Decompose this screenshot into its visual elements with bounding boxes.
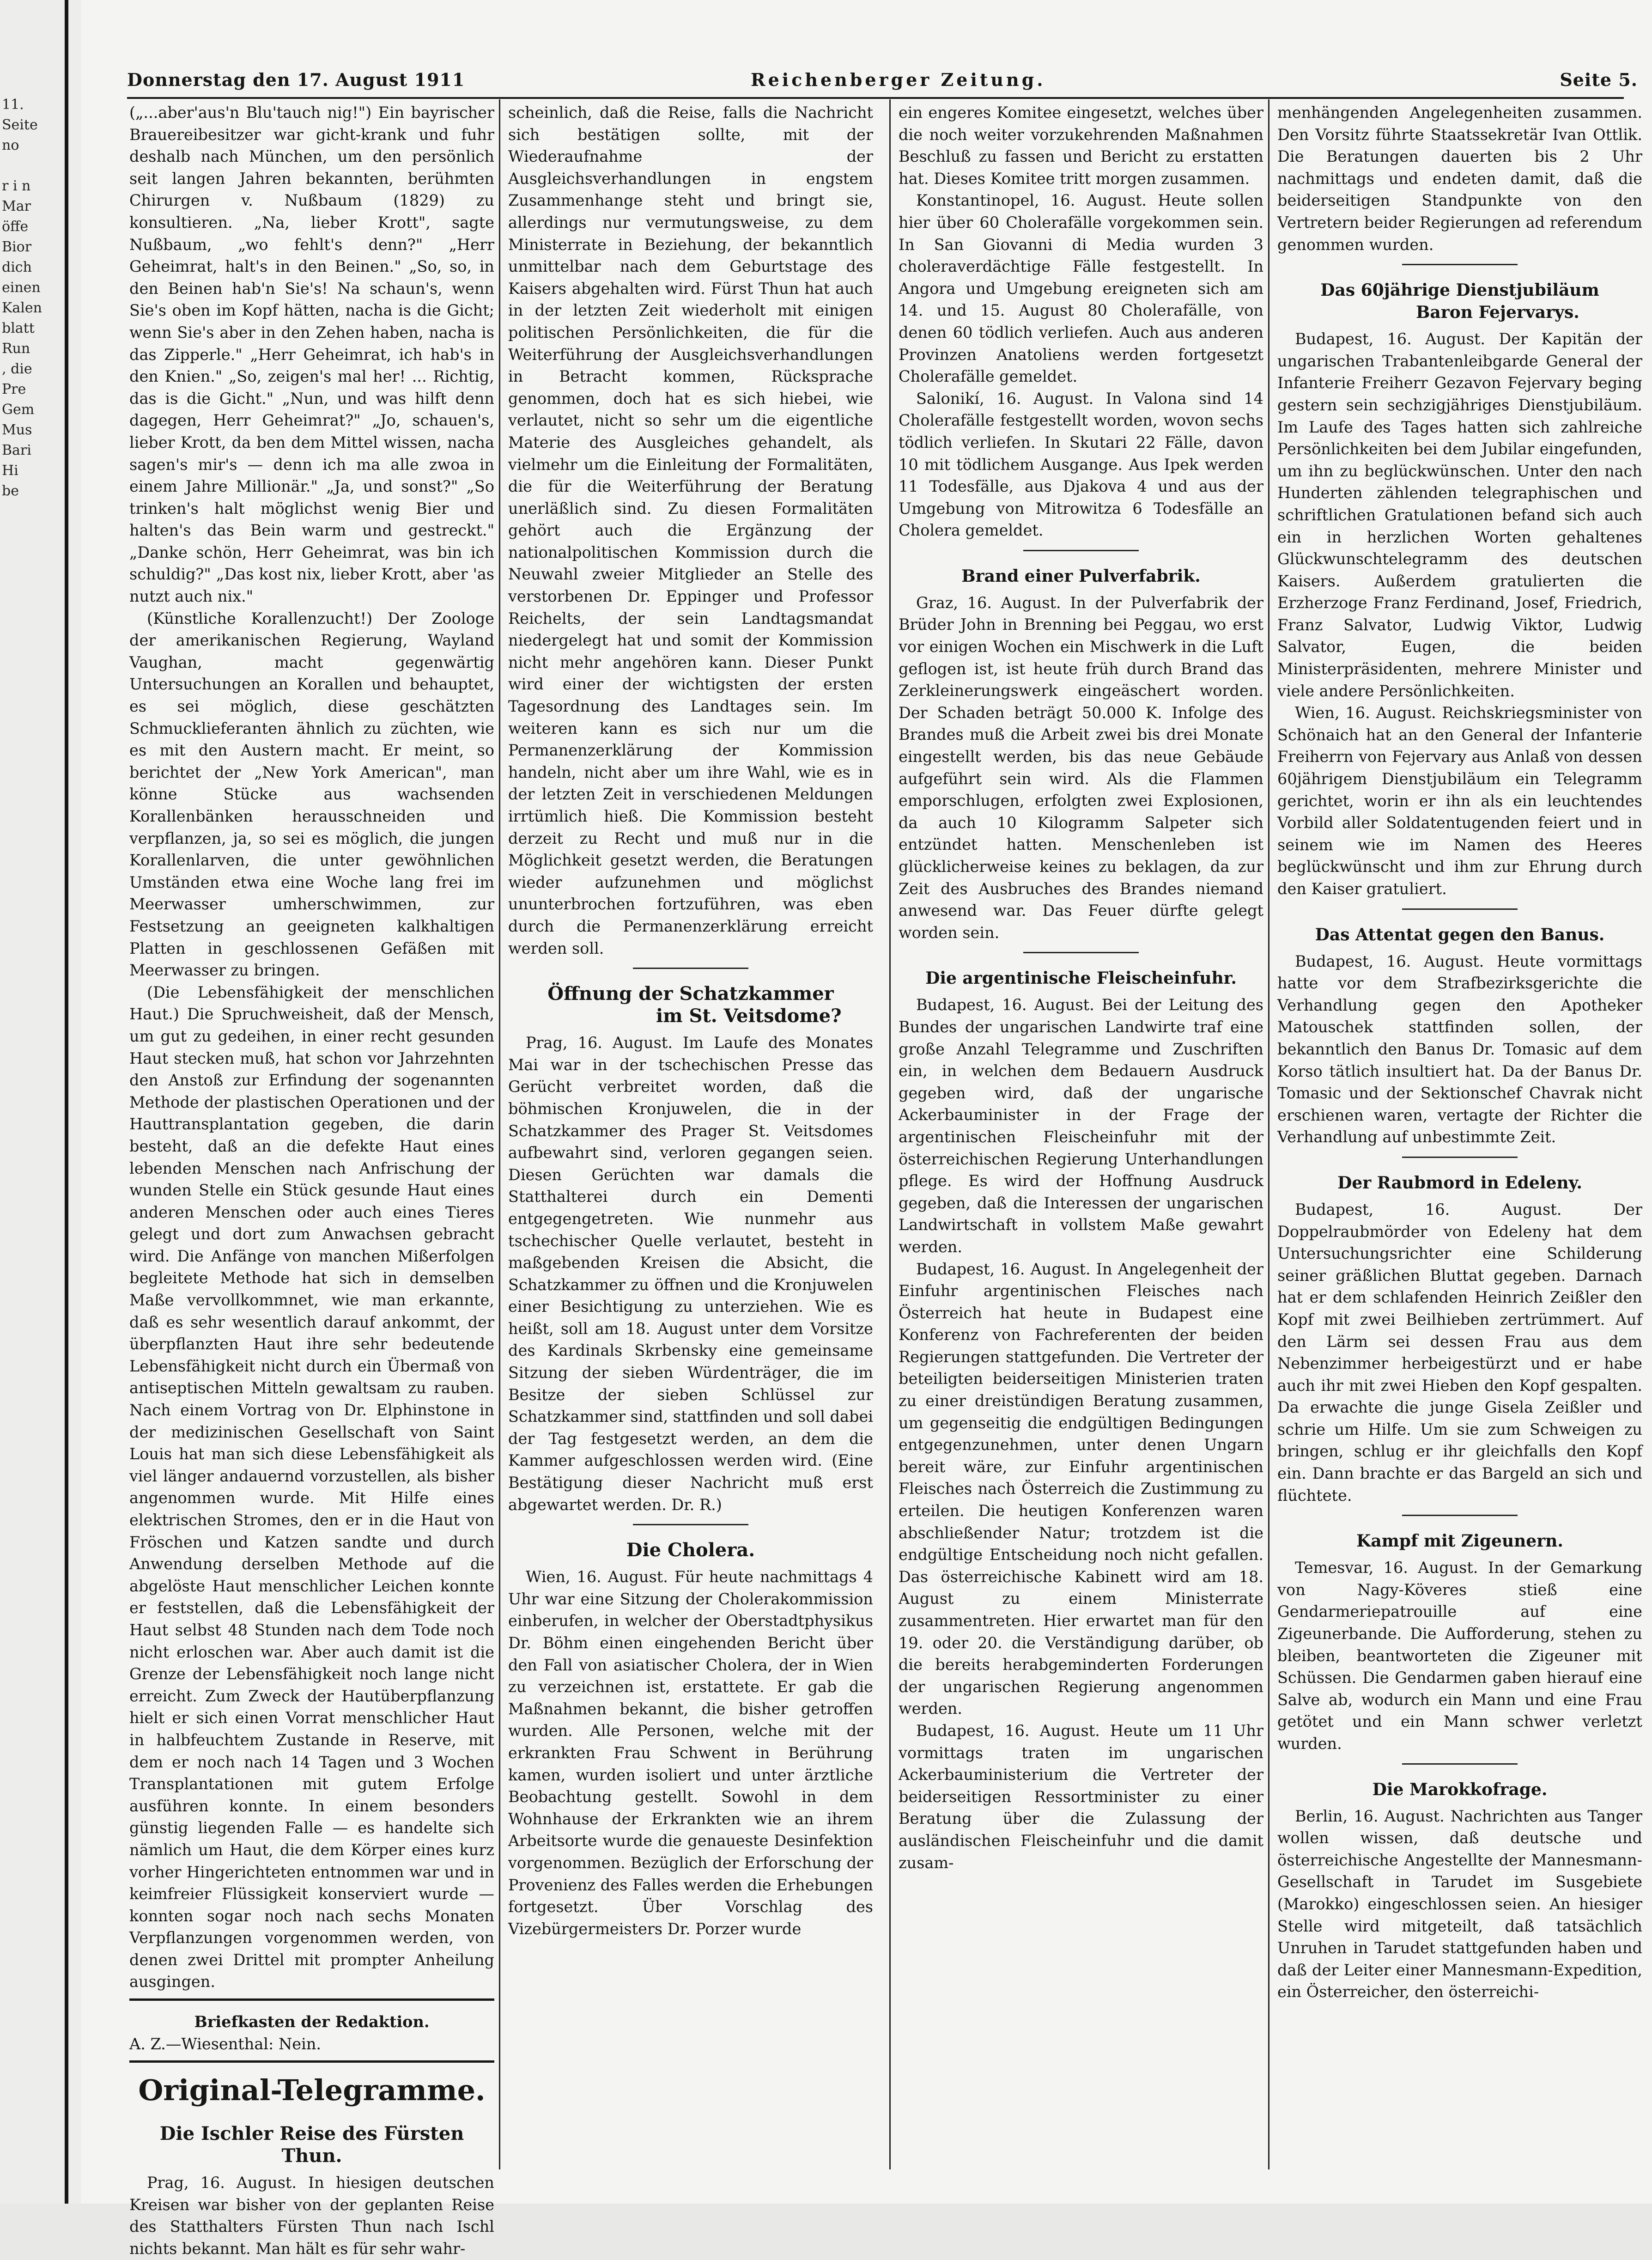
section-divider: [129, 1998, 494, 2001]
article-paragraph: Budapest, 16. August. Bei der Leitung des Bundes der ungarischen Landwirte traf eine große Anzahl Telegramme und Zuschriften ein, in welchen dem Bedauern Ausdruck gegeben wird, daß der ungarische Ackerbauminister in der Frage der argentinischen Fleischeinfuhr mit der österreichischen Regierung Unterhandlungen pflege. Es wird der Hoffnung Ausdruck gegeben, daß die Interessen der ungarischen Landwirtschaft in vollstem Maße gewahrt werden.: [899, 996, 1263, 1256]
article-paragraph: („...aber'aus'n Blu'tauch nig!") Ein bayrischer Brauereibesitzer war gicht-krank und fuhr deshalb nach München, um den persönlich seit langen Jahren bekannten, berühmten Chirurgen v. Nußbaum (1829) zu konsultieren. „Na, lieber Krott", sagte Nußbaum, „wo fehlt's denn?" „Herr Geheimrat, halt's in den Beinen." „So, so, in den Beinen hab'n Sie's! Na schaun's, wenn Sie's oben im Kopf hätten, nacha is die Gicht; wenn Sie's aber in den Zehen haben, nacha is das Zipperle." „Herr Geheimrat, ich hab's in den Knien." „So, zeigen's mal her! ... Richtig, das is die Gicht." „Nun, und was hilft denn dagegen, Herr Geheimrat?" „Jo, schauen's, lieber Krott, da ben dem Mittel wissen, nacha sagen's mir's — denn ich ma alle zwoa in einem Jahre Millionär." „Ja, und sonst?" „So trinken's halt möglichst wenig Bier und halten's das Bein warm und gestreckt." „Danke schön, Herr Geheimrat, was bin ich schuldig?" „Das kost nix, lieber Krott, aber 'as nutzt auch nix.": [129, 104, 494, 606]
article-divider: [1402, 1157, 1518, 1158]
article-divider: [1402, 908, 1518, 910]
article-paragraph: Budapest, 16. August. Heute vormittags hatte vor dem Strafbezirksgerichte die Verhandlung gegen den Apotheker Matouschek stattfinden sollen, der bekanntlich den Banus Dr. Tomasic auf dem Korso tätlich insultiert hat. Da der Banus Dr. Tomasic und der Sektionschef Chavrak nicht erschienen waren, vertagte der Richter die Verhandlung auf unbestimmte Zeit.: [1277, 952, 1642, 1146]
article-heading: Brand einer Pulverfabrik.: [961, 566, 1201, 586]
heading-line: Baron Fejervarys.: [1416, 303, 1579, 323]
article-paragraph: Prag, 16. August. In hiesigen deutschen Kreisen war bisher von der geplanten Reise des Statthalters Fürsten Thun nach Ischl nichts bekannt. Man hält es für sehr wahr-: [129, 2174, 494, 2258]
article-heading: Der Raubmord in Edeleny.: [1337, 1173, 1582, 1193]
article-divider: [1402, 1763, 1518, 1765]
column-rule: [499, 99, 500, 2169]
article-paragraph: menhängenden Angelegenheiten zusammen. Den Vorsitz führte Staatssekretär Ivan Ottlik. Die Beratungen dauerten bis 2 Uhr nachmittags und endeten damit, daß die beiderseitigen Standpunkte von den Vertretern beider Regierungen ad referendum genommen wurden.: [1277, 104, 1642, 254]
article-paragraph: Budapest, 16. August. Der Doppelraubmörder von Edeleny hat dem Untersuchungsrichter eine Schilderung seiner gräßlichen Bluttat gegeben. Darnach hat er dem schlafenden Heinrich Zeißler den Kopf mit zwei Beilhieben zertrümmert. Auf den Lärm sei dessen Frau aus dem Nebenzimmer herbeigestürzt und er habe auch ihr mit zwei Hieben den Kopf gespalten. Da erwachte die junge Gisela Zeißler und schrie um Hilfe. Um sie zum Schweigen zu bringen, schlug er ihr gleichfalls den Kopf ein. Dann brachte er das Bargeld an sich und flüchtete.: [1277, 1200, 1642, 1505]
article-paragraph: Temesvar, 16. August. In der Gemarkung von Nagy-Köveres stieß eine Gendarmeriepatrouille auf eine Zigeunerbande. Die Aufforderung, stehen zu bleiben, beantworteten die Zigeuner mit Schüssen. Die Gendarmen gaben hierauf eine Salve ab, wodurch ein Mann und eine Frau getötet und ein Mann schwer verletzt wurden.: [1277, 1559, 1642, 1753]
article-paragraph: Budapest, 16. August. Der Kapitän der ungarischen Trabantenleibgarde General der Infanterie Freiherr Gezavon Fejervary beging gestern sein sechzigjähriges Dienstjubiläum. Im Laufe des Tages hatten sich zahlreiche Persönlichkeiten bei dem Jubilar eingefunden, um ihn zu beglückwünschen. Unter den nach Hunderten zählenden telegraphischen und schriftlichen Gratulationen befand sich auch ein in herzlichen Worten gehaltenes Glückwunschtelegramm des deutschen Kaisers. Außerdem gratulierten die Erzherzoge Franz Ferdinand, Josef, Friedrich, Franz Salvator, Ludwig Viktor, Ludwig Salvator, Eugen, die beiden Ministerpräsidenten, mehrere Minister und viele andere Persönlichkeiten.: [1277, 330, 1642, 700]
article-paragraph: ein engeres Komitee eingesetzt, welches über die noch weiter vorzukehrenden Maßnahmen Beschluß zu fassen und Bericht zu erstatten hat. Dieses Komitee tritt morgen zusammen.: [899, 104, 1263, 188]
article-divider: [1402, 264, 1518, 265]
section-divider: [129, 2060, 494, 2063]
article-heading: Die Ischler Reise des Fürsten Thun.: [159, 2123, 464, 2167]
article-divider: [633, 968, 748, 969]
margin-rule: [65, 0, 68, 2204]
column-2: [508, 102, 873, 2181]
article-heading: [1277, 279, 1642, 323]
article-paragraph: Graz, 16. August. In der Pulverfabrik der Brüder John in Brenning bei Peggau, wo erst vor einigen Wochen ein Mischwerk in die Luft geflogen ist, ist heute früh durch Brand das Zerkleinerungswerk eingeäschert worden. Der Schaden beträgt 50.000 K. Infolge des Brandes muß die Arbeit zwei bis drei Monate eingestellt werden, bis das neue Gebäude aufgeführt sein wird. Als die Flammen emporschlugen, erfolgten zwei Explosionen, da auch 10 Kilogramm Salpeter sich entzündet hatten. Menschenleben ist glücklicherweise keines zu beklagen, da zur Zeit des Ausbruches des Brandes niemand anwesend war. Das Feuer dürfte gelegt worden sein.: [899, 593, 1263, 942]
margin-fragment: 11. Seite no r i n Mar öffe Bior dich einen Kalen blatt Run , die Pre Gem Mus Bari Hi be: [2, 97, 42, 499]
article-paragraph: Wien, 16. August. Reichskriegsminister von Schönaich hat an den General der Infanterie Freiherrn von Fejervary aus Anlaß von dessen 60jährigem Dienstjubiläum ein Telegramm gerichtet, worin er ihn als ein leuchtendes Vorbild aller Soldatentugenden feiert und in seinem wie im Namen des Heeres beglückwünscht und ihm zur Ehrung durch den Kaiser gratuliert.: [1277, 704, 1642, 898]
article-paragraph: Prag, 16. August. Im Laufe des Monates Mai war in der tschechischen Presse das Gerücht verbreitet worden, daß die böhmischen Kronjuwelen, die in der Schatzkammer des Prager St. Veitsdomes aufbewahrt sind, verloren gegangen seien. Diesen Gerüchten war damals die Statthalterei durch ein Dementi entgegengetreten. Wie nunmehr aus tschechischer Quelle verlautet, besteht in maßgebenden Kreisen die Absicht, die Schatzkammer zu öffnen und die Kronjuwelen einer Besichtigung zu unterziehen. Wie es heißt, soll am 18. August unter dem Vorsitze des Kardinals Skrbensky eine gemeinsame Sitzung der sieben Würdenträger, die im Besitze der sieben Schlüssel zur Schatzkammer sind, stattfinden und soll dabei der Tag festgesetzt werden, an dem die Kammer aufgeschlossen werden wird. (Eine Bestätigung dieser Nachricht muß erst abgewartet werden. Dr. R.): [508, 1034, 873, 1514]
article-divider: [633, 1524, 748, 1525]
article-heading: Die Marokkofrage.: [1372, 1779, 1548, 1799]
masthead-title: Reichenberger Zeitung.: [751, 69, 1046, 90]
article-paragraph: Konstantinopel, 16. August. Heute sollen hier über 60 Cholerafälle vorgekommen sein. In San Giovanni di Media wurden 3 choleraverdächtige Fälle festgestellt. In Angora und Umgebung ereigneten sich am 14. und 15. August 80 Cholerafälle, von denen 60 tödlich verliefen. Auch aus anderen Provinzen Anatoliens werden fortgesetzt Cholerafälle gemeldet.: [899, 191, 1263, 386]
article-paragraph: Budapest, 16. August. In Angelegenheit der Einfuhr argentinischen Fleisches nach Österreich hat heute in Budapest eine Konferenz von Fachreferenten der beiden Regierungen stattgefunden. Die Vertreter der beteiligten beiderseitigen Ministerien traten zu einer dreistündigen Beratung zusammen, um gegenseitig die endgültigen Bedingungen entgegenzunehmen, unter denen Ungarn bereit wäre, zur Einfuhr argentinischen Fleisches nach Österreich die Zustimmung zu erteilen. Die heutigen Konferenzen waren abschließender Natur; trotzdem ist die endgültige Entscheidung noch nicht gefallen. Das österreichische Kabinett wird am 18. August zu einem Ministerrate zusammentreten. Hier erwartet man für den 19. oder 20. die Verständigung darüber, ob die bereits herabgeminderten Forderungen der ungarischen Regierung angenommen werden.: [899, 1260, 1263, 1718]
article-heading: [508, 983, 873, 1027]
article-paragraph: Berlin, 16. August. Nachrichten aus Tanger wollen wissen, daß deutsche und österreichische Angestellte der Mannesmann-Gesellschaft in Tarudet im Susgebiete (Marokko) eingeschlossen seien. An hiesiger Stelle wird mitgeteilt, daß tatsächlich Unruhen in Tarudet stattgefunden haben und daß der Leiter einer Mannesmann-Expedition, ein Österreicher, den österreichi-: [1277, 1807, 1642, 2001]
article-paragraph: Salonikí, 16. August. In Valona sind 14 Cholerafälle festgestellt worden, wovon sechs tödlich verliefen. In Skutari 22 Fälle, davon 10 mit tödlichem Ausgange. Aus Ipek werden 11 Todesfälle, aus Djakova 4 und aus der Umgebung von Mitrowitza 6 Todesfälle an Cholera gemeldet.: [899, 389, 1263, 540]
article-divider: [1023, 550, 1139, 551]
page-number: Seite 5.: [1560, 69, 1638, 90]
article-paragraph: scheinlich, daß die Reise, falls die Nachricht sich bestätigen sollte, mit der Wiederaufnahme der Ausgleichsverhandlungen in engstem Zusammenhange steht und bringt sie, allerdings nur vermutungsweise, zu dem Ministerrate in Beziehung, der bekanntlich unmittelbar nach dem Geburtstage des Kaisers abgehalten wird. Fürst Thun hat auch in der letzten Zeit wiederholt mit einigen politischen Persönlichkeiten, die für die Weiterführung der Ausgleichsverhandlungen in Betracht kommen, Rücksprache genommen, doch hat es sich hiebei, wie verlautet, nicht so sehr um die eigentliche Materie des Ausgleiches gehandelt, als vielmehr um die Einleitung der Formalitäten, die für die Weiterführung der Beratung unerläßlich sind. Zu diesen Formalitäten gehört auch die Ergänzung der nationalpolitischen Kommission durch die Neuwahl zweier Mitglieder an Stelle des verstorbenen Dr. Eppinger und Professor Reichelts, der sein Landtagsmandat niedergelegt hat und somit der Kommission nicht mehr angehören kann. Dieser Punkt wird einer der wichtigsten der ersten Tagesordnung des Landtages sein. Im weiteren kann es sich nur um die Permanenzerklärung der Kommission handeln, nicht aber um ihre Wahl, wie es in der letzten Zeit in verschiedenen Meldungen irrtümlich hieß. Die Kommission besteht derzeit zu Recht und muß nur in die Möglichkeit gesetzt werden, die Beratungen wieder aufzunehmen und möglichst ununterbrochen fortzuführen, was eben durch die Permanenzerklärung erreicht werden soll.: [508, 104, 873, 957]
column-rule: [1268, 99, 1269, 2169]
briefkasten-title: Briefkasten der Redaktion.: [194, 2013, 430, 2031]
article-paragraph: Wien, 16. August. Für heute nachmittags 4 Uhr war eine Sitzung der Cholerakommission einberufen, in welcher der Oberstadtphysikus Dr. Böhm einen eingehenden Bericht über den Fall von asiatischer Cholera, der in Wien zu verzeichnen ist, erstattete. Er gab die Maßnahmen bekannt, die bisher getroffen wurden. Alle Personen, welche mit der erkrankten Frau Schwent in Berührung kamen, wurden isoliert und unter ärztliche Beobachtung gestellt. Sowohl in dem Wohnhause der Erkrankten wie an ihrem Arbeitsorte wurde die genaueste Desinfektion vorgenommen. Bezüglich der Erforschung der Provenienz des Falles werden die Erhebungen fortgesetzt. Über Vorschlag des Vizebürgermeisters Dr. Porzer wurde: [508, 1568, 873, 1938]
briefkasten-text: A. Z.—Wiesenthal: Nein.: [129, 2035, 322, 2053]
column-1: [129, 102, 494, 2258]
article-paragraph: (Die Lebensfähigkeit der menschlichen Haut.) Die Spruchweisheit, daß der Mensch, um gut zu gedeihen, in einer recht gesunden Haut stecken muß, hat schon vor Jahrzehnten den Anstoß zur Erfindung der sogenannten Methode der plastischen Operationen und der Hauttransplantation gegeben, die darin besteht, daß an die defekte Haut eines lebenden Menschen nach Anfrischung der wunden Stelle ein Stück gesunde Haut eines anderen Menschen oder auch eines Tieres gelegt und dort zum Anwachsen gebracht wird. Die Anfänge von manchen Mißerfolgen begleitete Methode hat sich in demselben Maße vervollkommnet, wie man erkannte, daß es sehr wesentlich darauf ankommt, der überpflanzten Haut ihre sehr bedeutende Lebensfähigkeit nicht durch ein Übermaß von antiseptischen Mitteln gewaltsam zu rauben. Nach einem Vortrag von Dr. Elphinstone in der medizinischen Gesellschaft von Saint Louis hat man sich diese Lebensfähigkeit als viel länger andauernd vorzustellen, als bisher angenommen wurde. Mit Hilfe eines elektrischen Stromes, den er in die Haut von Fröschen und Katzen sandte und durch Anwendung derselben Methode auf die abgelöste Haut menschlicher Leichen konnte er feststellen, daß die Lebensfähigkeit der Haut selbst 48 Stunden nach dem Tode noch nicht erloschen war. Aber auch damit ist die Grenze der Lebensfähigkeit noch lange nicht erreicht. Zum Zweck der Hautüberpflanzung hielt er sich einen Vorrat menschlicher Haut in halbfeuchtem Zustande in Reserve, mit dem er noch nach 14 Tagen und 3 Wochen Transplantationen mit gutem Erfolge ausführen konnte. In einem besonders günstig liegenden Falle — es handelte sich nämlich um Haut, die dem Körper eines kurz vorher Hingerichteten entnommen war und in keimfreier Flüssigkeit konserviert wurde — konnten sogar noch nach sechs Monaten Verpflanzungen vorgenommen werden, von denen zwei Drittel mit prompter Anheilung ausgingen.: [129, 983, 494, 1991]
previous-page-strip: [0, 0, 81, 2204]
heading-line: Öffnung der Schatzkammer: [547, 983, 834, 1005]
header-date: Donnerstag den 17. August 1911: [127, 69, 465, 90]
heading-line: Das 60jährige Dienstjubiläum: [1320, 280, 1599, 300]
newspaper-page: [81, 0, 1652, 2258]
article-heading: Die argentinische Fleischeinfuhr.: [925, 969, 1237, 988]
heading-line: im St. Veitsdome?: [656, 1005, 842, 1027]
article-paragraph: Budapest, 16. August. Heute um 11 Uhr vormittags traten im ungarischen Ackerbauministerium die Vertreter der beiderseitigen Ressortminister zu einer Beratung über die Zulassung der ausländischen Fleischeinfuhr und die damit zusam-: [899, 1721, 1263, 1872]
column-rule: [889, 99, 891, 2169]
column-3: [899, 102, 1263, 2181]
header-rule: [127, 97, 1624, 99]
article-paragraph: (Künstliche Korallenzucht!) Der Zoologe der amerikanischen Regierung, Wayland Vaughan, macht gegenwärtig Untersuchungen an Korallen und behauptet, es sei möglich, diese geschätzten Schmucklieferanten ähnlich zu züchten, wie es mit den Austern macht. Er meint, so berichtet der „New York American", man könne Stücke aus wachsenden Korallenbänken herausschneiden und verpflanzen, ja, so sei es möglich, die jungen Korallenlarven, die unter gewöhnlichen Umständen etwa eine Woche lang frei im Meerwasser umherschwimmen, zur Festsetzung an geeigneten kalkhaltigen Platten in geschlossenen Gefäßen mit Meerwasser zu bringen.: [129, 609, 494, 980]
article-divider: [1402, 1515, 1518, 1516]
article-heading: Das Attentat gegen den Banus.: [1315, 925, 1605, 944]
article-heading: Die Cholera.: [626, 1539, 755, 1561]
article-heading: Kampf mit Zigeunern.: [1356, 1531, 1563, 1551]
telegrams-heading: Original-Telegramme.: [138, 2073, 486, 2108]
column-4: [1277, 102, 1642, 2181]
article-divider: [1023, 952, 1139, 953]
